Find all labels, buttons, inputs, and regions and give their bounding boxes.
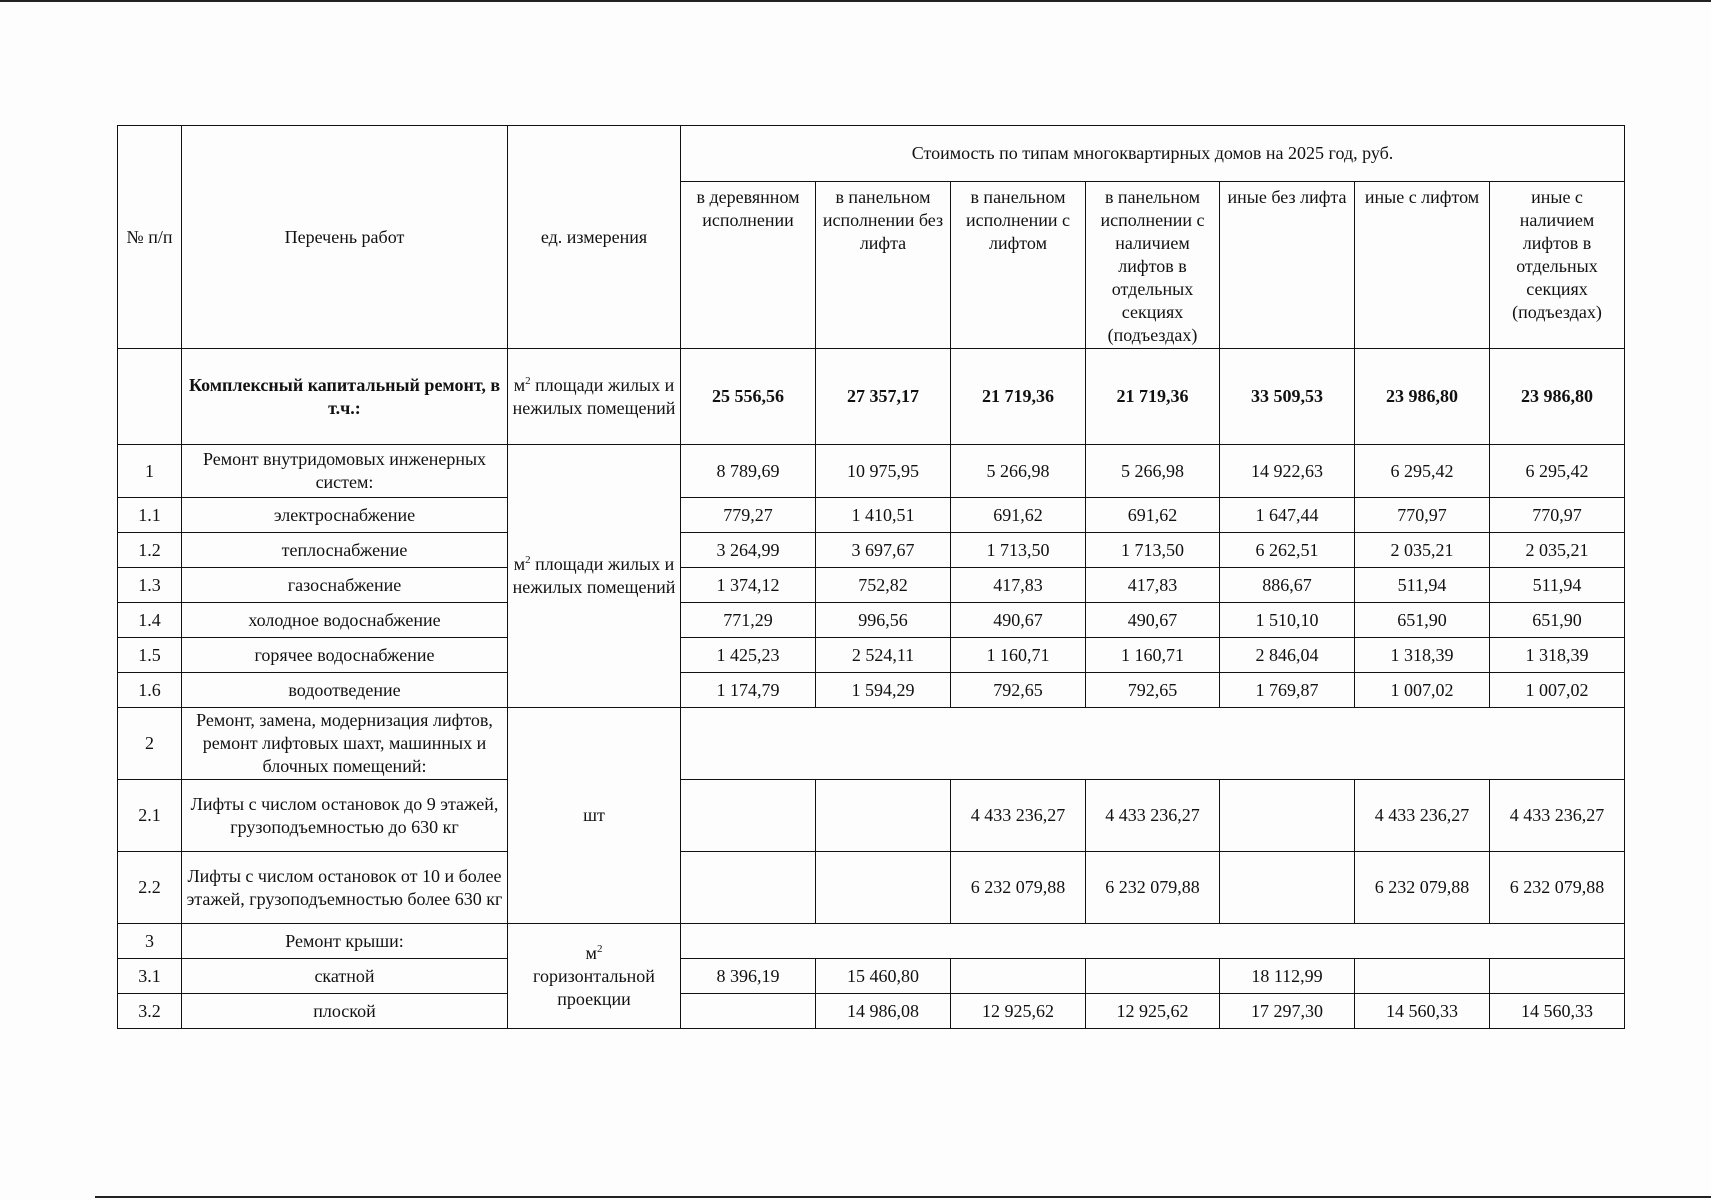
row-num: 2 [118,708,182,780]
row-value: 1 647,44 [1220,498,1355,533]
scan-edge-bottom [95,1196,1711,1198]
row-name: электроснабжение [182,498,508,533]
header-type-other-lift: иные с лифтом [1355,182,1490,349]
row-value: 490,67 [951,603,1086,638]
row-value: 23 986,80 [1355,349,1490,445]
row-value: 12 925,62 [1086,994,1220,1029]
row-value [681,994,816,1029]
cost-table [117,125,1625,1029]
row-value: 1 007,02 [1355,673,1490,708]
row-value [681,780,816,852]
row-empty-span [681,924,1625,959]
row-value: 792,65 [1086,673,1220,708]
row-name: Ремонт, замена, модернизация лифтов, ремонт лифтовых шахт, машинных и блочных помещений: [182,708,508,780]
row-value: 1 410,51 [816,498,951,533]
row-value: 14 986,08 [816,994,951,1029]
row-num: 1.5 [118,638,182,673]
row-value: 651,90 [1490,603,1625,638]
row-value: 2 524,11 [816,638,951,673]
row-value: 1 425,23 [681,638,816,673]
table-row [118,852,1625,924]
row-value: 1 007,02 [1490,673,1625,708]
row-value: 4 433 236,27 [951,780,1086,852]
row-value: 21 719,36 [951,349,1086,445]
row-value: 886,67 [1220,568,1355,603]
row-value: 417,83 [1086,568,1220,603]
row-name: скатной [182,959,508,994]
table-row [118,708,1625,780]
row-name: Ремонт крыши: [182,924,508,959]
row-value: 23 986,80 [1490,349,1625,445]
table-row [118,673,1625,708]
table-row [118,568,1625,603]
row-num: 3.1 [118,959,182,994]
header-works: Перечень работ [182,126,508,349]
row-unit: $м^2$ горизонтальной проекции [508,924,681,1029]
row-value: 1 174,79 [681,673,816,708]
row-value: 3 697,67 [816,533,951,568]
scan-edge-top [0,0,1711,2]
table-row [118,924,1625,959]
row-num: 1 [118,445,182,498]
row-value: 1 510,10 [1220,603,1355,638]
header-unit: ед. измерения [508,126,681,349]
row-num: 1.6 [118,673,182,708]
table-row [118,780,1625,852]
header-type-other-sections: иные с наличием лифтов в отдельных секциях (подъездах) [1490,182,1625,349]
table-row [118,603,1625,638]
table-row [118,445,1625,498]
row-unit: шт [508,708,681,924]
row-name: Комплексный капитальный ремонт, в т.ч.: [182,349,508,445]
row-name: горячее водоснабжение [182,638,508,673]
row-num: 1.4 [118,603,182,638]
row-name: холодное водоснабжение [182,603,508,638]
row-num: 2.1 [118,780,182,852]
table-row [118,994,1625,1029]
header-type-other-no-lift: иные без лифта [1220,182,1355,349]
row-value: 1 713,50 [951,533,1086,568]
row-value: 1 769,87 [1220,673,1355,708]
row-num: 2.2 [118,852,182,924]
header-cost-title: Стоимость по типам многоквартирных домов на 2025 год, руб. [681,126,1625,182]
row-value: 1 374,12 [681,568,816,603]
row-value: 6 295,42 [1355,445,1490,498]
row-name: теплоснабжение [182,533,508,568]
row-value: 792,65 [951,673,1086,708]
row-value: 691,62 [1086,498,1220,533]
row-value: 27 357,17 [816,349,951,445]
row-value: 779,27 [681,498,816,533]
row-value: 14 922,63 [1220,445,1355,498]
row-name: Лифты с числом остановок от 10 и более этажей, грузоподъемностью более 630 кг [182,852,508,924]
header-type-panel-no-lift: в панельном исполнении без лифта [816,182,951,349]
row-value: 770,97 [1490,498,1625,533]
row-value: 14 560,33 [1490,994,1625,1029]
row-value: 4 433 236,27 [1490,780,1625,852]
row-value: 6 232 079,88 [1355,852,1490,924]
row-value: 770,97 [1355,498,1490,533]
row-value: 15 460,80 [816,959,951,994]
row-value: 6 232 079,88 [951,852,1086,924]
row-value: 33 509,53 [1220,349,1355,445]
header-type-wooden: в деревянном исполнении [681,182,816,349]
row-value [1086,959,1220,994]
row-value: 17 297,30 [1220,994,1355,1029]
row-value: 1 318,39 [1490,638,1625,673]
row-value: 5 266,98 [1086,445,1220,498]
row-value: 651,90 [1355,603,1490,638]
row-empty-span [681,708,1625,780]
row-num: 1.3 [118,568,182,603]
row-value [681,852,816,924]
row-value: 1 594,29 [816,673,951,708]
row-value: 2 035,21 [1490,533,1625,568]
row-value: 25 556,56 [681,349,816,445]
row-value: 18 112,99 [1220,959,1355,994]
row-value: 10 975,95 [816,445,951,498]
row-name: Лифты с числом остановок до 9 этажей, грузоподъемностью до 630 кг [182,780,508,852]
row-value [951,959,1086,994]
row-value: 490,67 [1086,603,1220,638]
row-value: 14 560,33 [1355,994,1490,1029]
row-value [1220,780,1355,852]
row-value: 2 035,21 [1355,533,1490,568]
row-value: 1 318,39 [1355,638,1490,673]
row-value [1220,852,1355,924]
row-value [1355,959,1490,994]
row-value: 3 264,99 [681,533,816,568]
row-value: 1 160,71 [1086,638,1220,673]
cost-table-container [117,125,1625,1029]
row-name: плоской [182,994,508,1029]
row-name: Ремонт внутридомовых инженерных систем: [182,445,508,498]
row-value: 417,83 [951,568,1086,603]
header-type-panel-lift: в панельном исполнении с лифтом [951,182,1086,349]
table-row [118,959,1625,994]
row-value: 691,62 [951,498,1086,533]
row-value: 12 925,62 [951,994,1086,1029]
row-value: 1 713,50 [1086,533,1220,568]
row-value: 771,29 [681,603,816,638]
row-num: 3 [118,924,182,959]
row-num: 1.1 [118,498,182,533]
row-num: 3.2 [118,994,182,1029]
row-unit: $м^2$ площади жилых и нежилых помещений [508,349,681,445]
row-num: 1.2 [118,533,182,568]
row-value: 8 789,69 [681,445,816,498]
row-value: 21 719,36 [1086,349,1220,445]
row-name: газоснабжение [182,568,508,603]
row-value [816,780,951,852]
row-value: 511,94 [1490,568,1625,603]
row-unit: $м^2$ площади жилых и нежилых помещений [508,445,681,708]
table-row [118,533,1625,568]
row-value: 996,56 [816,603,951,638]
row-value: 511,94 [1355,568,1490,603]
row-name: водоотведение [182,673,508,708]
row-value: 752,82 [816,568,951,603]
row-value: 6 262,51 [1220,533,1355,568]
row-value [1490,959,1625,994]
header-num: № п/п [118,126,182,349]
row-value: 2 846,04 [1220,638,1355,673]
table-row [118,498,1625,533]
table-row [118,638,1625,673]
row-value: 1 160,71 [951,638,1086,673]
row-value: 6 295,42 [1490,445,1625,498]
row-value [816,852,951,924]
header-type-panel-sections: в панельном исполнении с наличием лифтов в отдельных секциях (подъездах) [1086,182,1220,349]
row-value: 4 433 236,27 [1086,780,1220,852]
row-num [118,349,182,445]
row-value: 4 433 236,27 [1355,780,1490,852]
row-value: 8 396,19 [681,959,816,994]
row-value: 6 232 079,88 [1086,852,1220,924]
row-value: 5 266,98 [951,445,1086,498]
table-row-total [118,349,1625,445]
row-value: 6 232 079,88 [1490,852,1625,924]
